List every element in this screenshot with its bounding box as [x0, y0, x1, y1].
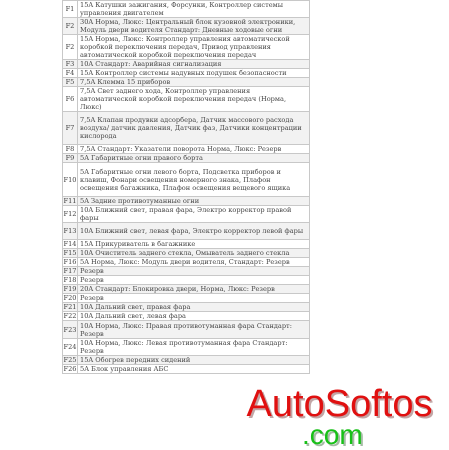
- table-row: [63, 69, 310, 78]
- fuse-code-cell: F2: [63, 18, 78, 35]
- watermark-text-autosoftos: AutoSoftos: [246, 383, 433, 425]
- fuse-description-cell: 7,5A Клемма 15 приборов: [78, 78, 310, 87]
- fuse-code-cell: F9: [63, 154, 78, 163]
- table-row: [63, 78, 310, 87]
- fuse-table-container: [62, 0, 310, 374]
- table-row: [63, 223, 310, 240]
- fuse-description-cell: 5A Габаритные огни правого борта: [78, 154, 310, 163]
- fuse-code-cell: F18: [63, 276, 77, 284]
- fuse-code-cell: F11: [63, 197, 77, 205]
- fuse-description-cell: 5A Задние противотуманные огни: [78, 197, 310, 206]
- table-row: [63, 112, 310, 145]
- fuse-code-cell: F20: [63, 294, 77, 302]
- fuse-description-cell: 10A Норма, Люкс: Левая противотуманная фара Стандарт: Резерв: [78, 339, 310, 356]
- table-row: [63, 294, 310, 303]
- fuse-table: [62, 0, 310, 374]
- table-row: [63, 163, 310, 197]
- fuse-description-cell: 10A Стандарт: Аварийная сигнализация: [78, 60, 310, 69]
- fuse-code-cell: F26: [63, 365, 77, 373]
- watermark-logo: [232, 384, 447, 450]
- table-row: [63, 35, 310, 60]
- fuse-description-cell: 5A Блок управления АБС: [78, 365, 310, 374]
- fuse-code-cell: F15: [63, 249, 77, 257]
- fuse-code-cell: F19: [63, 285, 77, 293]
- fuse-description-cell: 7,5A Свет заднего хода, Контроллер управления автоматической коробкой переключения передач (Норма, Люкс): [78, 87, 310, 112]
- fuse-description-cell: 5A Норма, Люкс: Модуль двери водителя, Стандарт: Резерв: [78, 258, 310, 267]
- fuse-description-cell: 7,5A Стандарт: Указатели поворота Норма, Люкс: Резерв: [78, 145, 310, 154]
- table-row: [63, 1, 310, 18]
- fuse-description-cell: 10A Ближний свет, правая фара, Электро корректор правой фары: [78, 206, 310, 223]
- fuse-code-cell: F23: [63, 321, 78, 339]
- fuse-code-cell: F7: [63, 112, 78, 145]
- table-row: [63, 356, 310, 365]
- fuse-code-cell: F10: [63, 163, 78, 197]
- fuse-description-cell: 15A Катушки зажигания, Форсунки, Контроллер системы управления двигателем: [78, 1, 310, 18]
- fuse-code-cell: F8: [63, 145, 78, 154]
- table-row: [63, 339, 310, 356]
- table-row: [63, 276, 310, 285]
- fuse-code-cell: F12: [63, 206, 78, 223]
- table-row: [63, 60, 310, 69]
- fuse-code-cell: F22: [63, 312, 77, 320]
- fuse-description-cell: 10A Дальний свет, правая фара: [78, 303, 310, 312]
- fuse-description-cell: 15A Контроллер системы надувных подушек безопасности: [78, 69, 310, 78]
- table-row: [63, 267, 310, 276]
- table-row: [63, 240, 310, 249]
- fuse-code-cell: F3: [63, 60, 78, 69]
- fuse-description-cell: Резерв: [78, 294, 310, 303]
- table-row: [63, 303, 310, 312]
- table-row: [63, 321, 310, 339]
- fuse-code-cell: F4: [63, 69, 78, 78]
- table-row: [63, 145, 310, 154]
- fuse-code-cell: F16: [63, 258, 77, 266]
- table-row: [63, 18, 310, 35]
- fuse-code-cell: F5: [63, 78, 78, 87]
- table-row: [63, 285, 310, 294]
- fuse-description-cell: Резерв: [78, 267, 310, 276]
- fuse-code-cell: F17: [63, 267, 77, 275]
- table-row: [63, 206, 310, 223]
- table-row: [63, 249, 310, 258]
- table-row: [63, 87, 310, 112]
- fuse-description-cell: 7,5A Клапан продувки адсорбера, Датчик массового расхода воздуха/ датчик давления, Датчик фаз, Датчики концентрации кислорода: [78, 112, 310, 145]
- fuse-description-cell: 10A Ближний свет, левая фара, Электро корректор левой фары: [78, 223, 310, 240]
- table-row: [63, 365, 310, 374]
- fuse-description-cell: 30A Норма, Люкс: Центральный блок кузовной электроники, Модуль двери водителя Стандарт: Дневные ходовые огни: [78, 18, 310, 35]
- table-row: [63, 197, 310, 206]
- fuse-description-cell: 15A Прикуриватель в багажнике: [78, 240, 310, 249]
- fuse-description-cell: Резерв: [78, 276, 310, 285]
- fuse-description-cell: 15A Норма, Люкс: Контроллер управления автоматической коробкой переключения передач, Привод управления автоматической коробкой переключения передач: [78, 35, 310, 60]
- fuse-table-body: [63, 1, 310, 374]
- table-row: [63, 154, 310, 163]
- fuse-description-cell: 10A Очиститель заднего стекла, Омыватель заднего стекла: [78, 249, 310, 258]
- watermark-text-com: .com: [302, 419, 363, 450]
- fuse-code-cell: F14: [63, 240, 77, 248]
- fuse-description-cell: 5A Габаритные огни левого борта, Подсветка приборов и клавиш, Фонари освещения номерного знака, Плафон освещения багажника, Плафон освещения вещевого ящика: [78, 163, 310, 197]
- fuse-description-cell: 20A Стандарт: Блокировка двери, Норма, Люкс: Резерв: [78, 285, 310, 294]
- fuse-code-cell: F21: [63, 303, 77, 311]
- fuse-code-cell: F2: [63, 35, 78, 60]
- table-row: [63, 312, 310, 321]
- fuse-description-cell: 15A Обогрев передних сидений: [78, 356, 310, 365]
- fuse-description-cell: 10A Норма, Люкс: Правая противотуманная фара Стандарт: Резерв: [78, 321, 310, 339]
- fuse-code-cell: F6: [63, 87, 78, 112]
- table-row: [63, 258, 310, 267]
- fuse-code-cell: F25: [63, 356, 77, 364]
- fuse-code-cell: F1: [63, 1, 78, 18]
- fuse-description-cell: 10A Дальний свет, левая фара: [78, 312, 310, 321]
- fuse-code-cell: F13: [63, 223, 78, 240]
- fuse-code-cell: F24: [63, 339, 78, 356]
